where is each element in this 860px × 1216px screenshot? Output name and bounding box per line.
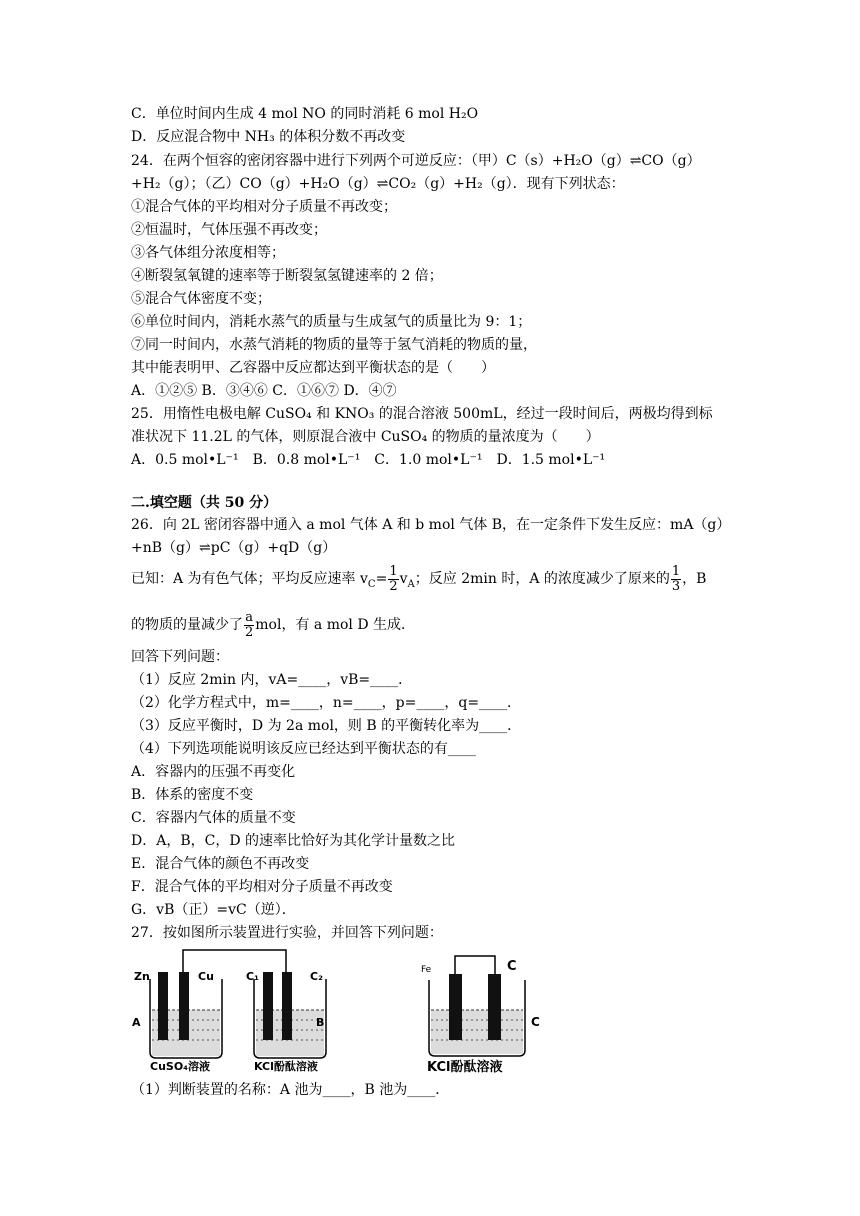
label-pool-b: B <box>316 1016 325 1029</box>
state-1: ①混合气体的平均相对分子质量不再改变； <box>131 199 397 215</box>
fraction-one-half: $\frac{1}{2}$ <box>389 563 398 594</box>
label-cuso4-solution: CuSO₄溶液 <box>150 1060 210 1073</box>
question-26-stem-1: 26．向 2L 密闭容器中通入 a mol 气体 A 和 b mol 气体 B，在一定条件下发生反应：mA（g） <box>131 517 731 533</box>
choice-a: A．容器内的压强不再变化 <box>131 764 296 780</box>
choice-g: G．vB（正）=vC（逆）． <box>131 902 296 918</box>
option-d-q23: D．反应混合物中 NH₃ 的体积分数不再改变 <box>131 129 406 145</box>
label-cu: Cu <box>198 970 214 983</box>
label-c2: C₂ <box>310 970 323 983</box>
question-24-stem-1: 24．在两个恒容的密闭容器中进行下列两个可逆反应：（甲）C（s）+H₂O（g）⇌CO（g） <box>131 153 701 169</box>
subquestion-2: （2）化学方程式中，m=____，n=____，p=____，q=____． <box>131 695 522 711</box>
choice-e: E．混合气体的颜色不再改变 <box>131 856 310 872</box>
subquestion-1: （1）反应 2min 内，vA=____，vB=____． <box>131 672 413 688</box>
label-kcl-solution-2: KCl酚酞溶液 <box>427 1060 503 1075</box>
state-5: ⑤混合气体密度不变； <box>131 291 271 307</box>
question-26-given-2: 的物质的量减少了 $\frac{a}{2}$ mol，有 a mol D 生成． <box>131 609 416 640</box>
question-24-ask: 其中能表明甲、乙容器中反应都达到平衡状态的是（ ） <box>131 360 495 376</box>
state-7: ⑦同一时间内，水蒸气消耗的物质的量等于氢气消耗的物质的量， <box>131 337 537 353</box>
figure-cells-a-b <box>128 944 348 1074</box>
label-c-side: C <box>531 1015 540 1029</box>
choice-c: C．容器内气体的质量不变 <box>131 810 296 826</box>
choice-f: F．混合气体的平均相对分子质量不再改变 <box>131 879 393 895</box>
state-6: ⑥单位时间内，消耗水蒸气的质量与生成氢气的质量比为 9：1； <box>131 314 532 330</box>
label-c1: C₁ <box>246 970 259 983</box>
label-pool-a: A <box>132 1016 141 1029</box>
state-4: ④断裂氢氧键的速率等于断裂氢氢键速率的 2 倍； <box>131 268 443 284</box>
subquestion-27-1: （1）判断装置的名称：A 池为____，B 池为____． <box>131 1082 450 1098</box>
question-25-options: A．0.5 mol•L⁻¹ B．0.8 mol•L⁻¹ C．1.0 mol•L⁻¹ D．1.5 mol•L⁻¹ <box>131 452 606 468</box>
question-24-stem-2: +H₂（g）；（乙）CO（g）+H₂O（g）⇌CO₂（g）+H₂（g）．现有下列状态： <box>131 176 625 192</box>
question-24-options: A．①②⑤ B．③④⑥ C．①⑥⑦ D．④⑦ <box>131 383 397 399</box>
fraction-one-third: $\frac{1}{3}$ <box>671 563 681 594</box>
fraction-a-over-2: $\frac{a}{2}$ <box>245 609 254 640</box>
question-25-stem-2: 准状况下 11.2L 的气体，则原混合液中 CuSO₄ 的物质的量浓度为（ ） <box>131 429 600 445</box>
label-kcl-solution-1: KCl酚酞溶液 <box>254 1060 318 1073</box>
question-27-stem: 27．按如图所示装置进行实验，并回答下列问题： <box>131 925 443 941</box>
state-3: ③各气体组分浓度相等； <box>131 245 285 261</box>
question-26-stem-2: +nB（g）⇌pC（g）+qD（g） <box>131 540 337 556</box>
subquestion-4: （4）下列选项能说明该反应已经达到平衡状态的有____ <box>131 741 476 757</box>
answer-prompt: 回答下列问题： <box>131 649 229 665</box>
label-c-top: C <box>507 959 517 974</box>
choice-b: B．体系的密度不变 <box>131 787 254 803</box>
label-zn: Zn <box>134 970 150 983</box>
figure-cell-c <box>415 950 545 1075</box>
subquestion-3: （3）反应平衡时，D 为 2a mol，则 B 的平衡转化率为____． <box>131 718 522 734</box>
question-25-stem-1: 25．用惰性电极电解 CuSO₄ 和 KNO₃ 的混合溶液 500mL，经过一段时间后，两极均得到标 <box>131 406 713 422</box>
option-c-q23: C．单位时间内生成 4 mol NO 的同时消耗 6 mol H₂O <box>131 106 479 122</box>
state-2: ②恒温时，气体压强不再改变； <box>131 222 327 238</box>
label-fe: Fe <box>421 965 432 975</box>
choice-d: D．A，B，C，D 的速率比恰好为其化学计量数之比 <box>131 833 456 849</box>
question-26-given: 已知：A 为有色气体；平均反应速率 $v_C=$ $\frac{1}{2}$ $v_A$；反应 2min 时，A 的浓度减少了原来的 $\frac{1}{3}$ ，B <box>131 563 707 594</box>
section-heading: 二.填空题（共 50 分） <box>131 495 278 511</box>
